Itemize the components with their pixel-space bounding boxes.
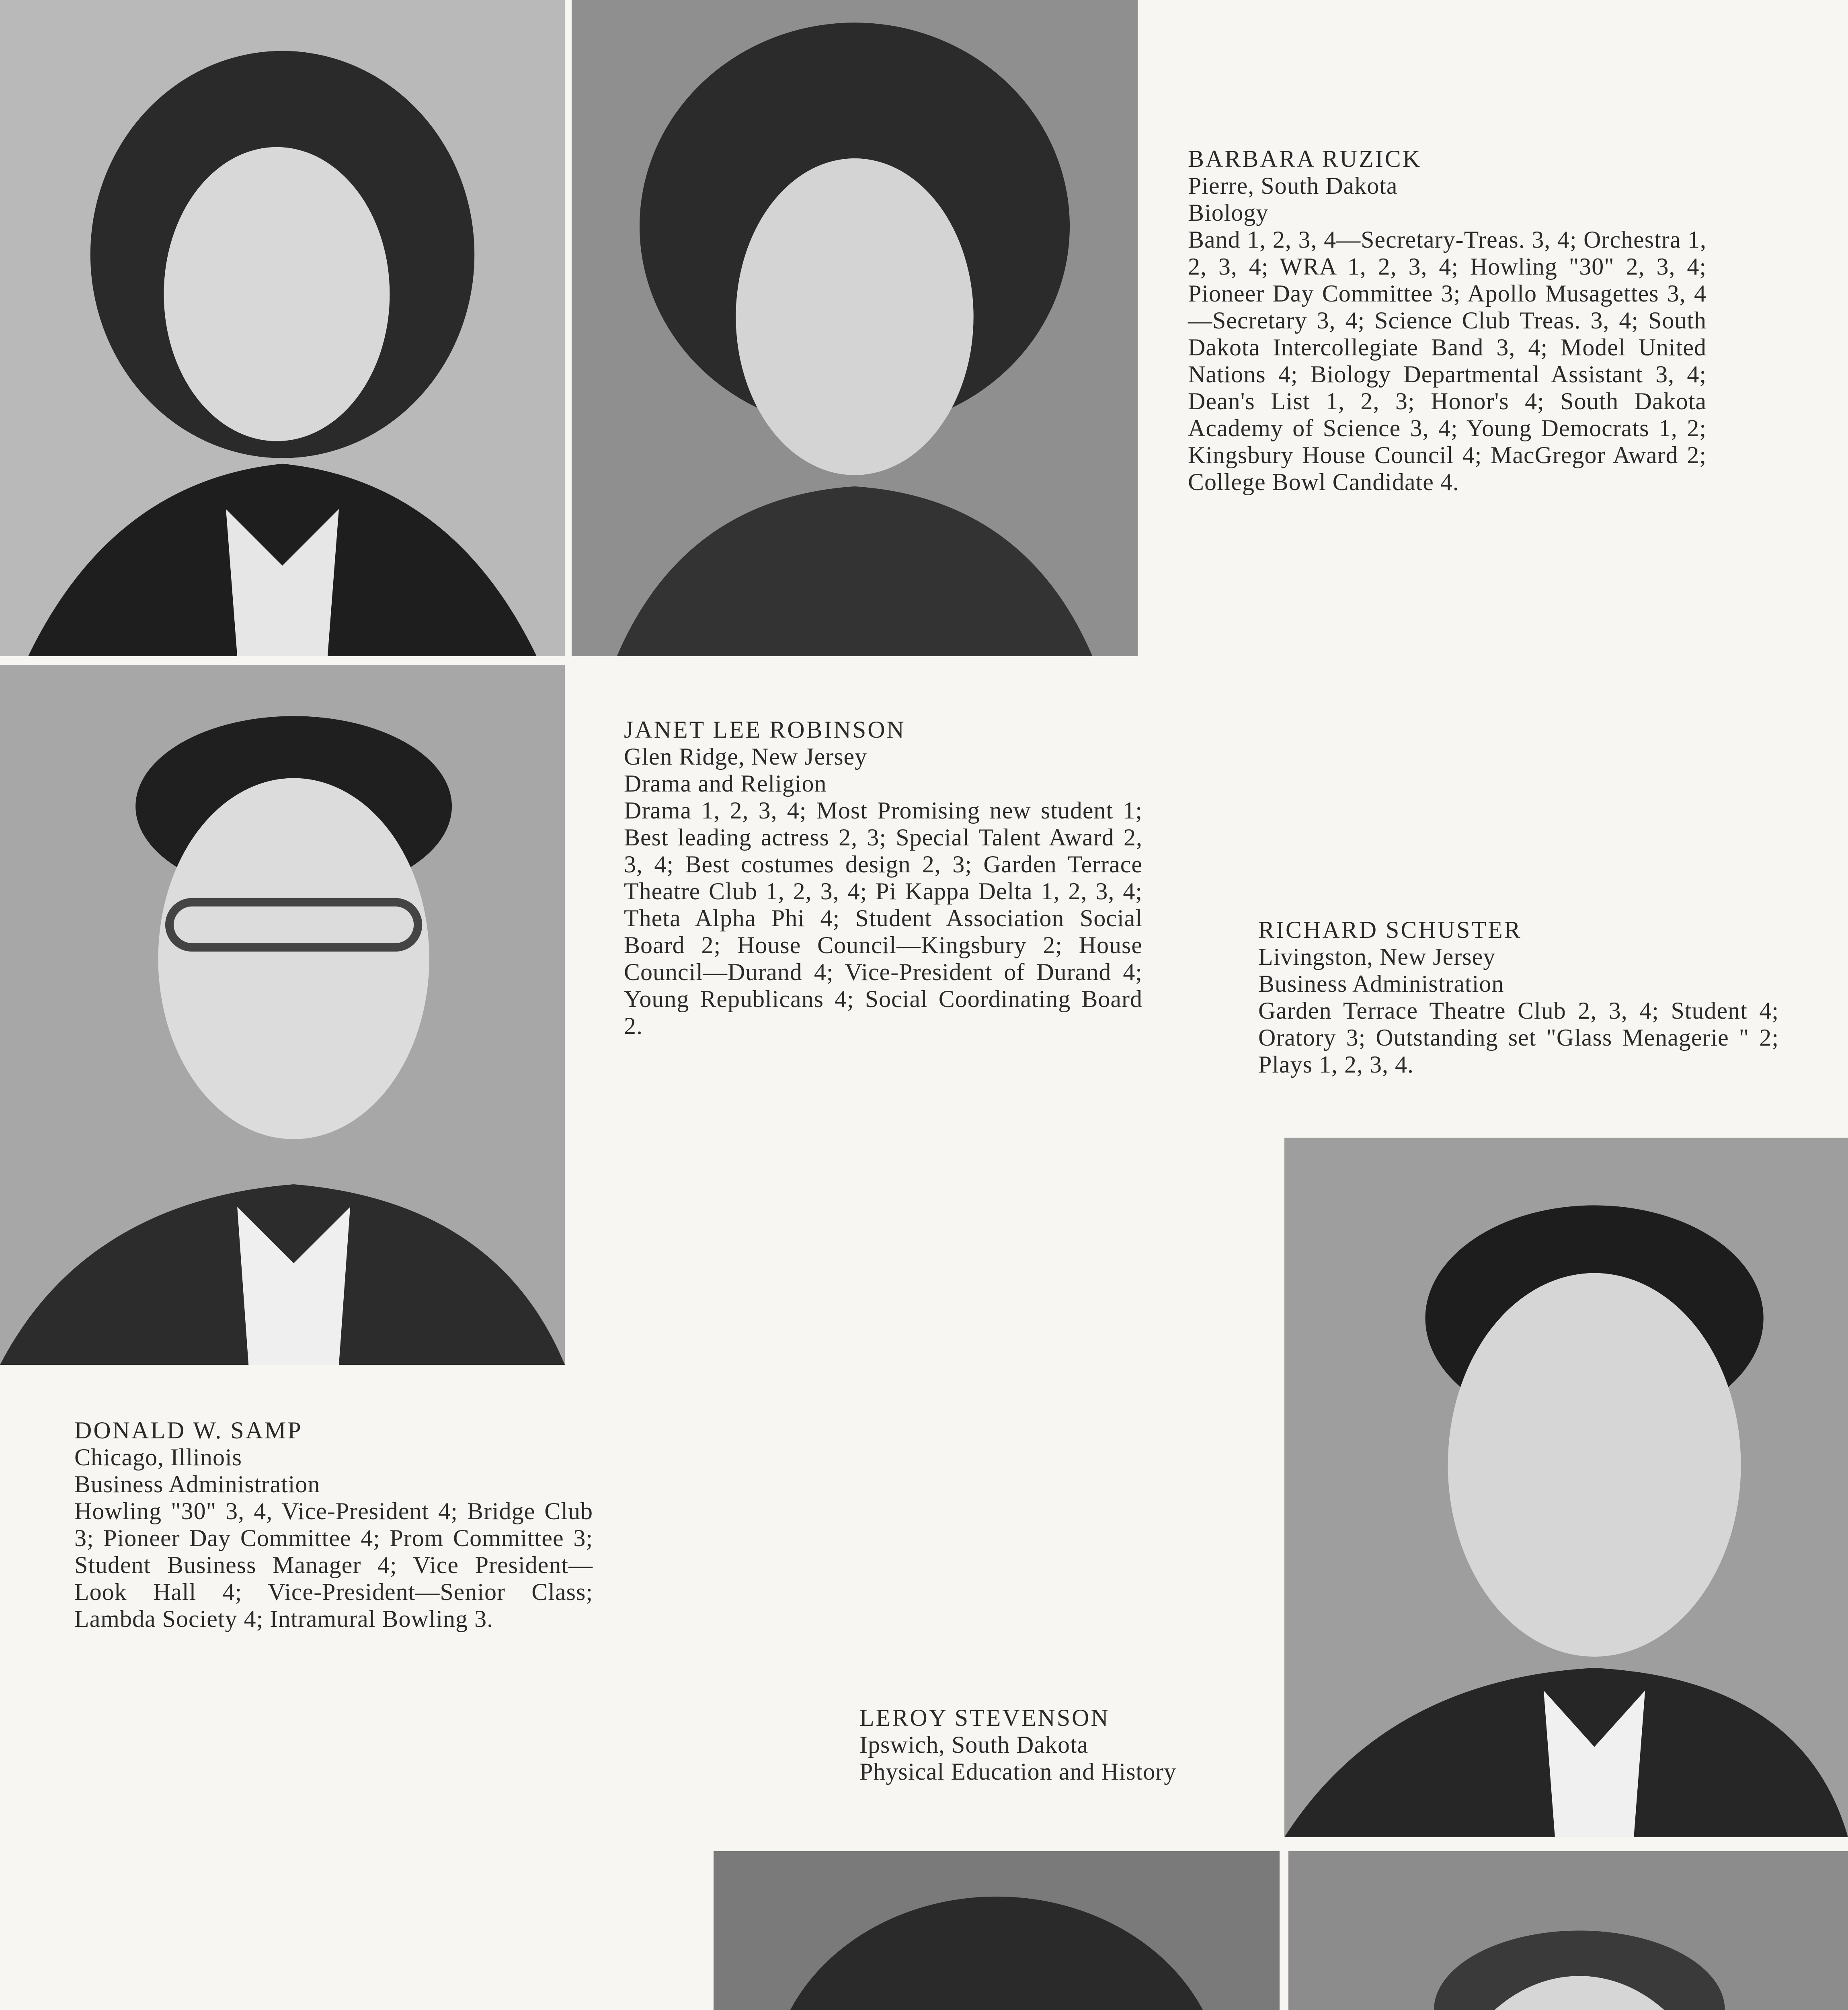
- portrait-photo-5: [714, 1851, 1280, 2010]
- portrait-photo-3: [0, 665, 565, 1365]
- student-name: RICHARD SCHUSTER: [1258, 917, 1522, 943]
- student-major: Business Administration: [1258, 970, 1504, 997]
- student-activities: Drama 1, 2, 3, 4; Most Promising new student 1; Best leading actress 2, 3; Special Talent Award 2, 3, 4; Best costumes design 2, 3; Garden Terrace Theatre Club 1, 2, 3, 4; Pi Kappa Delta 1, 2, 3, 4; Theta Alpha Phi 4; Student Association Social Board 2; House Council—Kingsbury 2; House Council—Durand 4; Vice-President of Durand 4; Young Republicans 4; Social Coordinating Board 2.: [624, 797, 1142, 1039]
- student-hometown: Chicago, Illinois: [74, 1444, 242, 1471]
- student-hometown: Glen Ridge, New Jersey: [624, 743, 868, 770]
- portrait-photo-2: [572, 0, 1138, 656]
- student-major: Biology: [1188, 199, 1269, 226]
- student-name: JANET LEE ROBINSON: [624, 716, 906, 743]
- student-hometown: Livingston, New Jersey: [1258, 943, 1496, 970]
- student-bio-samp: [74, 1417, 593, 1633]
- student-name: BARBARA RUZICK: [1188, 146, 1422, 172]
- portrait-photo-4: [1284, 1138, 1848, 1837]
- student-hometown: Pierre, South Dakota: [1188, 172, 1398, 199]
- student-major: Business Administration: [74, 1471, 320, 1497]
- student-bio-robinson: [624, 716, 1142, 1040]
- student-major: Drama and Religion: [624, 770, 827, 797]
- portrait-photo-6: [1288, 1851, 1848, 2010]
- student-bio-ruzick: [1188, 146, 1706, 496]
- portrait-photo-1: [0, 0, 565, 656]
- student-hometown: Ipswich, South Dakota: [859, 1731, 1089, 1758]
- student-bio-stevenson: [859, 1704, 1278, 1785]
- student-name: LEROY STEVENSON: [859, 1704, 1110, 1731]
- student-name: DONALD W. SAMP: [74, 1417, 303, 1444]
- student-activities: Garden Terrace Theatre Club 2, 3, 4; Student 4; Oratory 3; Outstanding set "Glass Menagerie " 2; Plays 1, 2, 3, 4.: [1258, 997, 1779, 1078]
- student-activities: Band 1, 2, 3, 4—Secretary-Treas. 3, 4; Orchestra 1, 2, 3, 4; WRA 1, 2, 3, 4; Howling "30" 2, 3, 4; Pioneer Day Committee 3; Apollo Musagettes 3, 4—Secretary 3, 4; Science Club Treas. 3, 4; South Dakota Intercollegiate Band 3, 4; Model United Nations 4; Biology Departmental Assistant 3, 4; Dean's List 1, 2, 3; Honor's 4; South Dakota Academy of Science 3, 4; Young Democrats 1, 2; Kingsbury House Council 4; MacGregor Award 2; College Bowl Candidate 4.: [1188, 226, 1706, 495]
- student-major: Physical Education and History: [859, 1758, 1177, 1785]
- student-activities: Howling "30" 3, 4, Vice-President 4; Bridge Club 3; Pioneer Day Committee 4; Prom Committee 3; Student Business Manager 4; Vice President—Look Hall 4; Vice-President—Senior Class; Lambda Society 4; Intramural Bowling 3.: [74, 1498, 593, 1632]
- student-bio-schuster: [1258, 917, 1779, 1078]
